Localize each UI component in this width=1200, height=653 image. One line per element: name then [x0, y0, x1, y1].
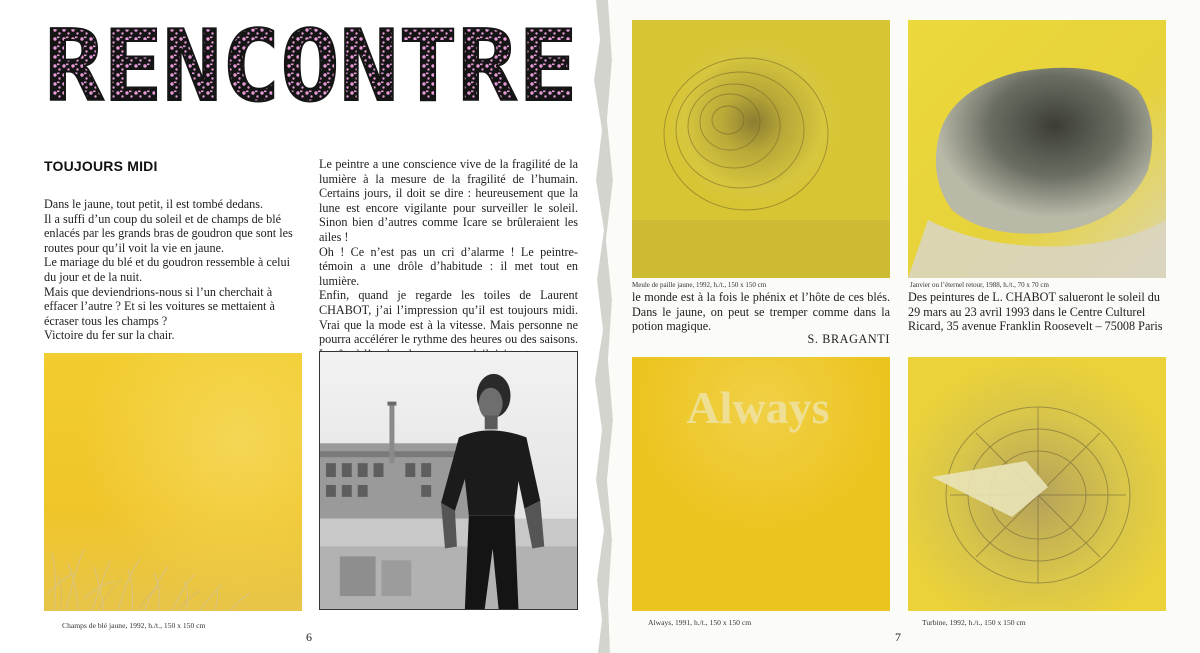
exhibition-note [908, 290, 1170, 334]
painting-always [632, 357, 890, 611]
page-number-left: 6 [306, 630, 312, 644]
text-column-3 [632, 290, 890, 334]
paragraph: Enfin, quand je regarde les toiles de Laurent CHABOT, j’ai l’impression qu’il est toujours midi. Vrai que la mode est à la vitesse. Mais personne ne pourra accélérer le rythme des heures ou des saisons. [319, 288, 578, 347]
title-graphic [44, 18, 580, 110]
paragraph: Victoire du fer sur la chair. [44, 328, 175, 343]
caption-meule: Meule de paille jaune, 1992, h./t., 150 x 150 cm [632, 281, 767, 289]
title-letter-n2: N [339, 18, 399, 110]
author-signature: S. BRAGANTI [807, 332, 890, 346]
text-column-1 [44, 197, 302, 343]
always-painted-word: Always [686, 382, 830, 433]
title-letter-e: E [103, 18, 163, 110]
paragraph: Mais que deviendrions-nous si l’un cherchait à effacer l’autre ? Et si les voitures se mettaient à écraser tous les champs ? [44, 284, 275, 328]
title-letter-t: T [398, 18, 458, 110]
portrait-photo [319, 351, 578, 610]
painting-janvier [908, 20, 1166, 278]
paragraph: Le peintre a une conscience vive de la fragilité de la lumière à la mesure de la fragilité de l’humain. Certains jours, il doit se dire : heureusement que la lune est encore vigilante pour surveiller le soleil. Sinon bien d’autres comme Icare se brûleraient les ailes ! [319, 157, 578, 244]
painting-champs-de-ble [44, 353, 302, 611]
paragraph: Le mariage du blé et du goudron ressemble à celui du jour et de la nuit. [44, 255, 291, 284]
paragraph: Des peintures de L. CHABOT salueront le soleil du 29 mars au 23 avril 1993 dans le Centre Culturel Ricard, 35 avenue Franklin Roosevelt – 75008 Paris [908, 290, 1163, 334]
title-letter-r2: R [457, 18, 517, 110]
torn-page-gutter [582, 0, 622, 653]
caption-champs: Champs de blé jaune, 1992, h./t., 150 x 150 cm [62, 621, 206, 630]
caption-janvier: Janvier ou l’éternel retour, 1988, h./t., 70 x 70 cm [910, 281, 1049, 289]
painting-meule-de-paille [632, 20, 890, 278]
title-letter-n: N [162, 18, 222, 110]
painting-turbine [908, 357, 1166, 611]
caption-always: Always, 1991, h./t., 150 x 150 cm [648, 618, 752, 627]
title-letter-c: C [221, 18, 281, 110]
text-column-2 [319, 157, 578, 361]
paragraph: Il a suffi d’un coup du soleil et de champs de blé enlacés par les grands bras de goudron que sont les routes pour qu’il voit la vie en jaune. [44, 211, 293, 255]
article-heading: TOUJOURS MIDI [44, 158, 158, 174]
page-number-right: 7 [895, 630, 901, 644]
paragraph: Oh ! Ce n’est pas un cri d’alarme ! Le peintre-témoin a une drôle d’habitude : il met tout en lumière. [319, 244, 578, 288]
rencontre-title [44, 18, 580, 110]
title-letter-r: R [44, 18, 104, 110]
title-letter-o: O [280, 18, 340, 110]
paragraph: le monde est à la fois le phénix et l’hôte de ces blés. Dans le jaune, on peut se tremper comme dans la potion magique. [632, 290, 890, 334]
title-letter-e2: E [518, 18, 578, 110]
paragraph: Dans le jaune, tout petit, il est tombé dedans. [44, 197, 263, 211]
caption-turbine: Turbine, 1992, h./t., 150 x 150 cm [922, 618, 1026, 627]
